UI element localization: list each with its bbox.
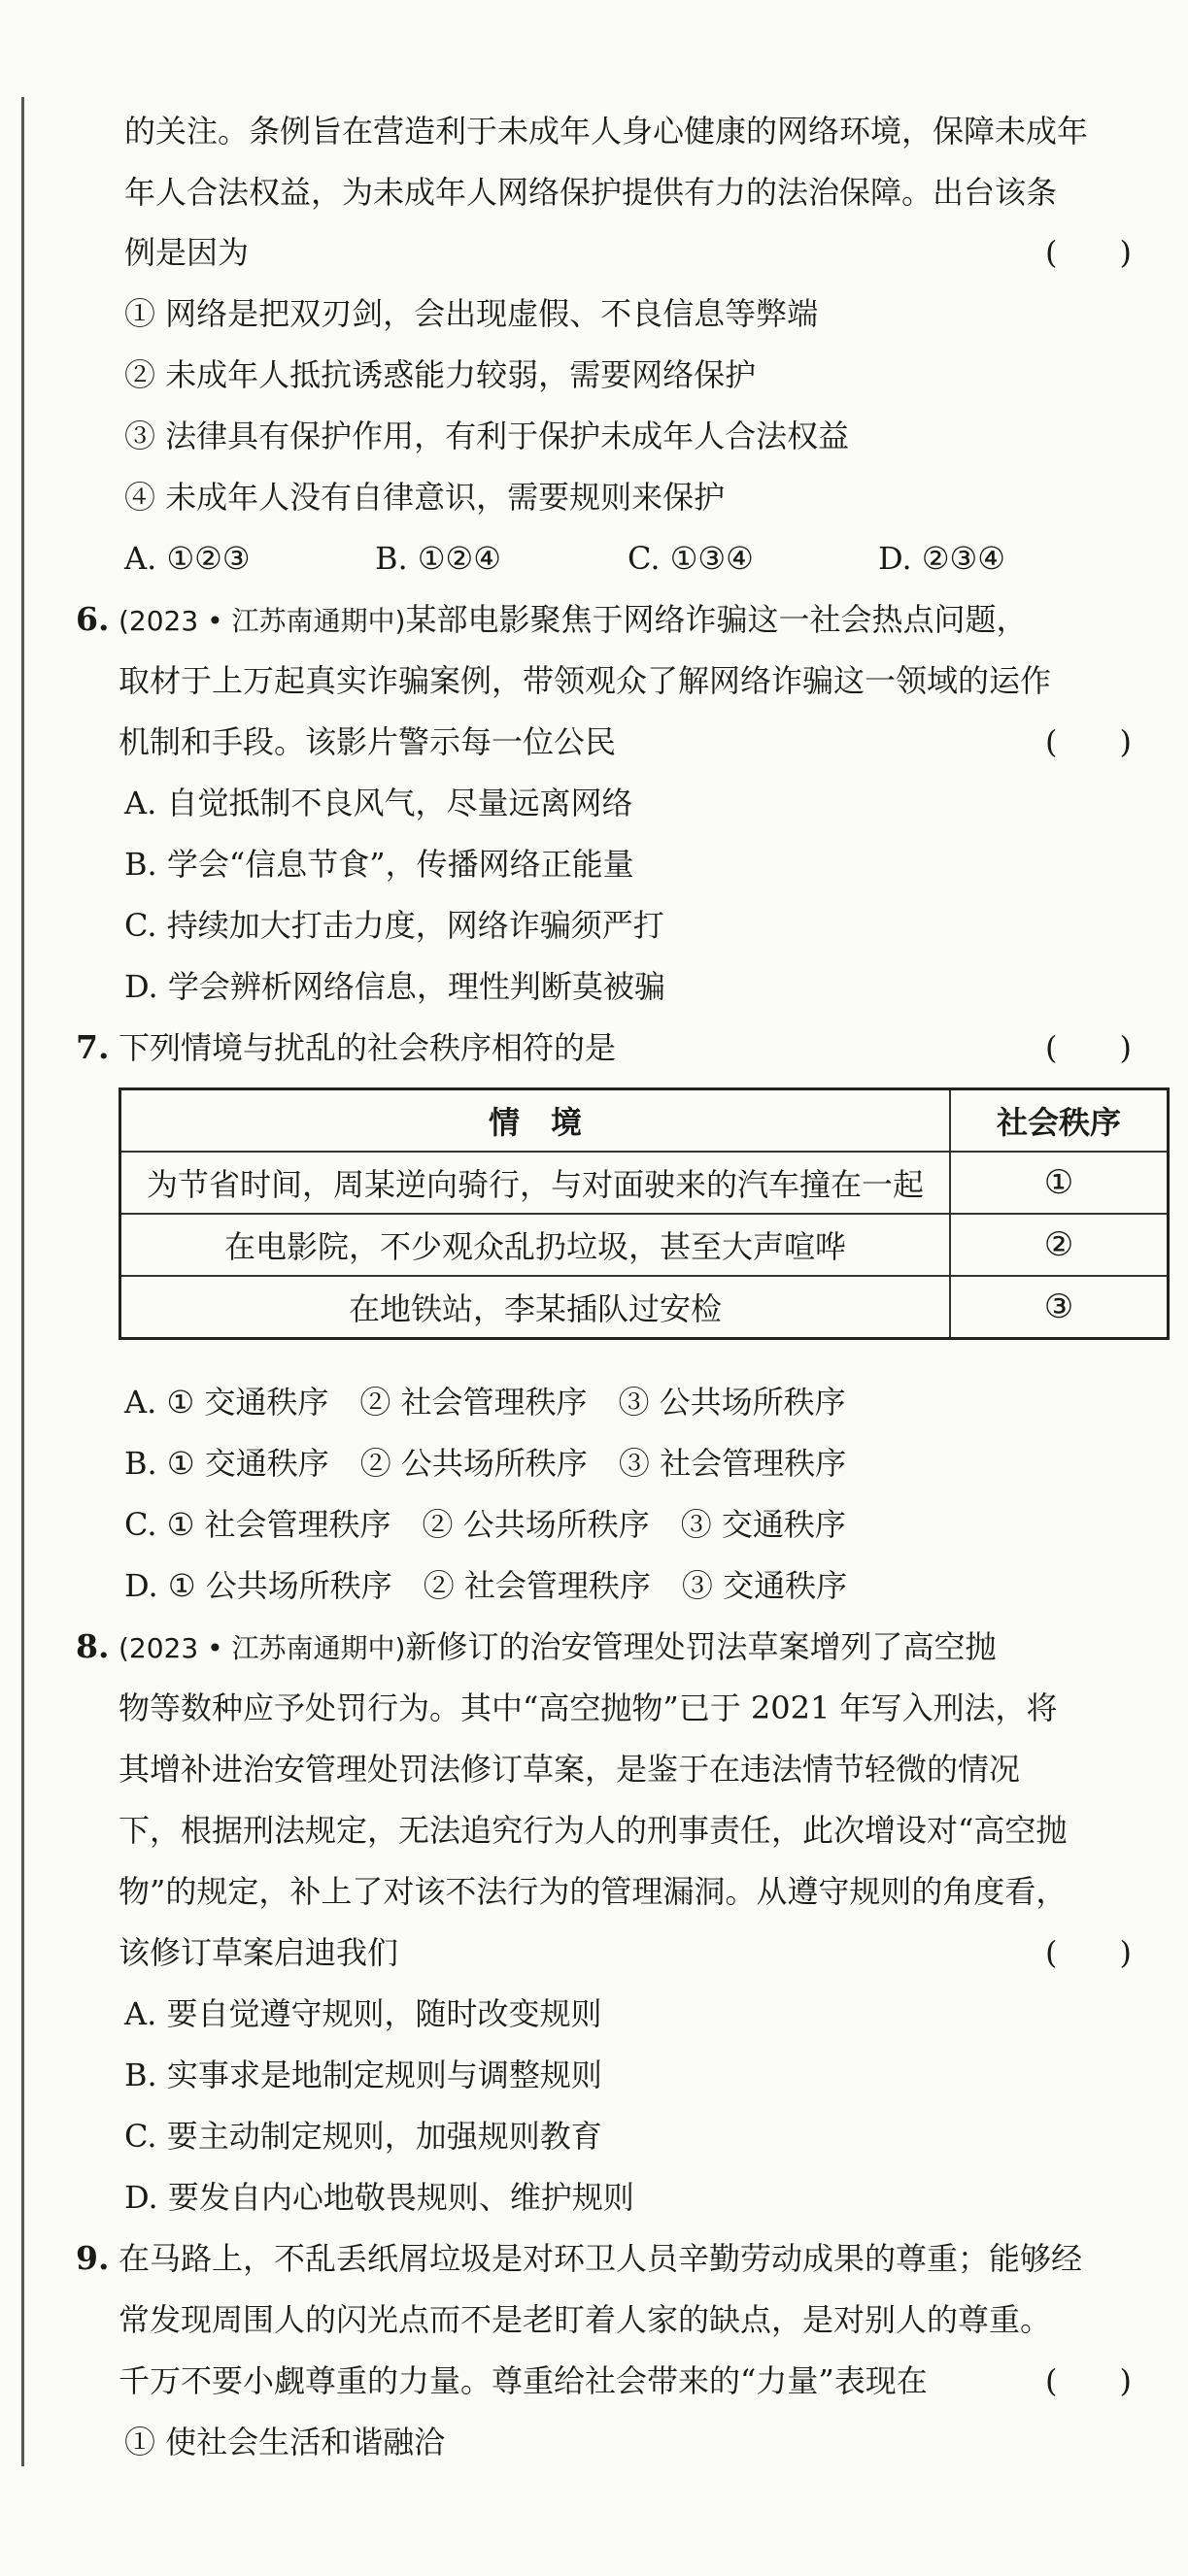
q8-source: (2023 • 江苏南通期中) bbox=[119, 1632, 406, 1664]
intro-line-1: 的关注。条例旨在营造利于未成年人身心健康的网络环境，保障未成年 bbox=[124, 113, 1089, 150]
intro-answer-paren: ( ) bbox=[1045, 234, 1132, 271]
q8-line-3: 其增补进治安管理处罚法修订草案，是鉴于在违法情节轻微的情况 bbox=[119, 1751, 1021, 1788]
table-row bbox=[120, 1214, 1169, 1276]
intro-option-c: C. ①③④ bbox=[628, 540, 754, 577]
q6-option-b: B. 学会“信息节食”，传播网络正能量 bbox=[124, 846, 634, 883]
q8-line-4: 下，根据刑法规定，无法追究行为人的刑事责任，此次增设对“高空抛 bbox=[119, 1812, 1068, 1849]
q7-answer-paren: ( ) bbox=[1045, 1029, 1132, 1066]
intro-option-a: A. ①②③ bbox=[124, 540, 251, 577]
q6-option-d: D. 学会辨析网络信息，理性判断莫被骗 bbox=[124, 968, 665, 1005]
intro-statement-4: ④ 未成年人没有自律意识，需要规则来保护 bbox=[124, 479, 726, 516]
q9-statement-1: ① 使社会生活和谐融洽 bbox=[124, 2424, 446, 2460]
q9-line-2: 常发现周围人的闪光点而不是老盯着人家的缺点，是对别人的尊重。 bbox=[119, 2301, 1052, 2338]
q6-line-1 bbox=[119, 600, 1027, 641]
q9-answer-paren: ( ) bbox=[1045, 2362, 1132, 2399]
q7-option-d: D. ① 公共场所秩序 ② 社会管理秩序 ③ 交通秩序 bbox=[124, 1567, 848, 1604]
q6-line-1-text: 某部电影聚焦于网络诈骗这一社会热点问题， bbox=[405, 601, 1028, 638]
q6-line-2: 取材于上万起真实诈骗案例，带领观众了解网络诈骗这一领域的运作 bbox=[119, 662, 1052, 699]
q7-option-c: C. ① 社会管理秩序 ② 公共场所秩序 ③ 交通秩序 bbox=[124, 1506, 846, 1543]
q8-option-b: B. 实事求是地制定规则与调整规则 bbox=[124, 2057, 602, 2093]
intro-line-3: 例是因为 bbox=[124, 234, 250, 271]
q8-answer-paren: ( ) bbox=[1045, 1934, 1132, 1971]
q7-option-b: B. ① 交通秩序 ② 公共场所秩序 ③ 社会管理秩序 bbox=[124, 1445, 847, 1482]
q7-number: 7. bbox=[76, 1028, 110, 1066]
q7-option-a: A. ① 交通秩序 ② 社会管理秩序 ③ 公共场所秩序 bbox=[124, 1384, 846, 1421]
q7-stem: 下列情境与扰乱的社会秩序相符的是 bbox=[119, 1029, 617, 1066]
q8-number: 8. bbox=[76, 1627, 110, 1665]
q6-option-a: A. 自觉抵制不良风气，尽量远离网络 bbox=[124, 785, 633, 821]
q6-line-3: 机制和手段。该影片警示每一位公民 bbox=[119, 723, 617, 760]
table-cell-order: ① bbox=[950, 1152, 1169, 1214]
q8-option-d: D. 要发自内心地敬畏规则、维护规则 bbox=[124, 2179, 634, 2216]
table-header-order: 社会秩序 bbox=[950, 1089, 1169, 1153]
q8-line-1 bbox=[119, 1627, 996, 1668]
q6-option-c: C. 持续加大打击力度，网络诈骗须严打 bbox=[124, 907, 664, 944]
intro-statement-3: ③ 法律具有保护作用，有利于保护未成年人合法权益 bbox=[124, 418, 850, 454]
q8-line-6: 该修订草案启迪我们 bbox=[119, 1934, 399, 1971]
intro-statement-1: ① 网络是把双刃剑，会出现虚假、不良信息等弊端 bbox=[124, 295, 819, 332]
table-header-row bbox=[120, 1089, 1169, 1153]
table-cell-situation: 在电影院，不少观众乱扔垃圾，甚至大声喧哗 bbox=[120, 1214, 951, 1276]
page-edge-line bbox=[21, 97, 24, 2466]
q8-option-c: C. 要主动制定规则，加强规则教育 bbox=[124, 2118, 602, 2155]
table-cell-order: ③ bbox=[950, 1276, 1169, 1339]
q7-situation-table bbox=[119, 1087, 1170, 1340]
intro-statement-2: ② 未成年人抵抗诱惑能力较弱，需要网络保护 bbox=[124, 356, 757, 393]
q6-answer-paren: ( ) bbox=[1045, 723, 1132, 760]
q8-line-1-text: 新修订的治安管理处罚法草案增列了高空抛 bbox=[405, 1628, 997, 1665]
intro-line-2: 年人合法权益，为未成年人网络保护提供有力的法治保障。出台该条 bbox=[124, 174, 1058, 211]
intro-option-d: D. ②③④ bbox=[878, 540, 1005, 577]
table-header-situation: 情 境 bbox=[120, 1089, 951, 1153]
table-cell-order: ② bbox=[950, 1214, 1169, 1276]
q6-source: (2023 • 江苏南通期中) bbox=[119, 605, 406, 637]
table-cell-situation: 在地铁站，李某插队过安检 bbox=[120, 1276, 951, 1339]
intro-option-b: B. ①②④ bbox=[375, 540, 501, 577]
q9-line-3: 千万不要小觑尊重的力量。尊重给社会带来的“力量”表现在 bbox=[119, 2362, 928, 2399]
q9-number: 9. bbox=[76, 2239, 110, 2277]
intro-options bbox=[124, 539, 1154, 578]
q9-line-1: 在马路上，不乱丢纸屑垃圾是对环卫人员辛勤劳动成果的尊重；能够经 bbox=[119, 2240, 1083, 2277]
table-row bbox=[120, 1276, 1169, 1339]
q8-option-a: A. 要自觉遵守规则，随时改变规则 bbox=[124, 1995, 602, 2032]
table-row bbox=[120, 1152, 1169, 1214]
q6-number: 6. bbox=[76, 600, 110, 638]
q8-line-2: 物等数种应予处罚行为。其中“高空抛物”已于 2021 年写入刑法，将 bbox=[119, 1689, 1058, 1726]
q8-line-5: 物”的规定，补上了对该不法行为的管理漏洞。从遵守规则的角度看， bbox=[119, 1873, 1068, 1910]
table-cell-situation: 为节省时间，周某逆向骑行，与对面驶来的汽车撞在一起 bbox=[120, 1152, 951, 1214]
